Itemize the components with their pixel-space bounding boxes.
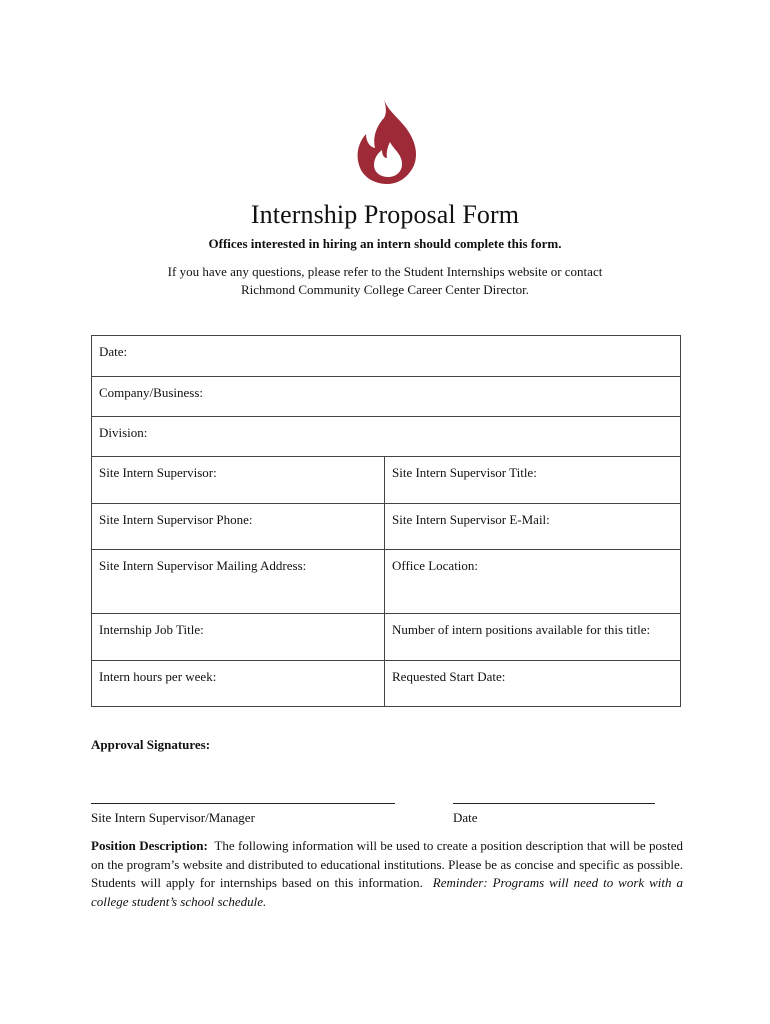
intro-line-1: If you have any questions, please refer to the Student Internships website or contact	[167, 264, 603, 279]
subtitle: Offices interested in hiring an intern should complete this form.	[208, 236, 562, 251]
position-description	[91, 837, 683, 911]
position-description-label: Position Description:	[91, 838, 208, 853]
mailing-address-field[interactable]: Site Intern Supervisor Mailing Address:	[92, 550, 385, 614]
flame-logo-icon	[356, 100, 418, 184]
office-location-field[interactable]: Office Location:	[385, 550, 681, 614]
company-field[interactable]: Company/Business:	[92, 377, 681, 417]
supervisor-title-field[interactable]: Site Intern Supervisor Title:	[385, 457, 681, 504]
start-date-field[interactable]: Requested Start Date:	[385, 661, 681, 707]
hours-per-week-field[interactable]: Intern hours per week:	[92, 661, 385, 707]
date-field[interactable]: Date:	[92, 336, 681, 377]
position-description-reminder: Reminder: Programs will need to work with a college student’s school schedule.	[91, 875, 683, 909]
position-description-text: The following information will be used to create a position description that will be posted on the program’s website and distributed to educational institutions. Please be as concise and specific as possible. Students will apply for internships based on this information.	[91, 838, 684, 890]
date-signature-label: Date	[453, 810, 478, 825]
manager-signature-line[interactable]	[91, 803, 395, 804]
approval-heading: Approval Signatures:	[91, 737, 211, 752]
job-title-field[interactable]: Internship Job Title:	[92, 614, 385, 661]
supervisor-email-field[interactable]: Site Intern Supervisor E-Mail:	[385, 504, 681, 550]
intro-text	[0, 263, 770, 299]
supervisor-field[interactable]: Site Intern Supervisor:	[92, 457, 385, 504]
intro-line-2: Richmond Community College Career Center Director.	[240, 282, 530, 297]
proposal-form-table	[91, 335, 681, 707]
supervisor-phone-field[interactable]: Site Intern Supervisor Phone:	[92, 504, 385, 550]
date-signature-line[interactable]	[453, 803, 655, 804]
division-field[interactable]: Division:	[92, 417, 681, 457]
positions-available-field[interactable]: Number of intern positions available for this title:	[385, 614, 681, 661]
page-title: Internship Proposal Form	[250, 200, 520, 229]
manager-signature-label: Site Intern Supervisor/Manager	[91, 810, 255, 825]
